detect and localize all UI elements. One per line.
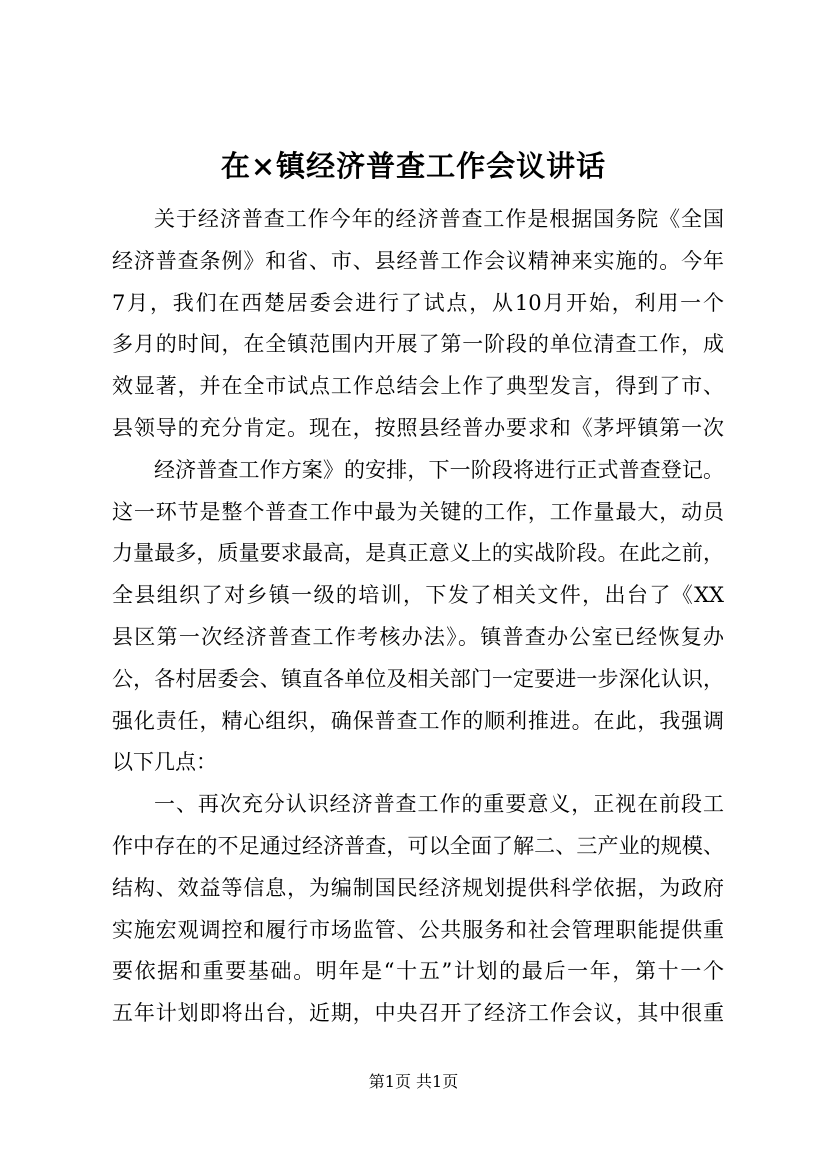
text-line: 多月的时间，在全镇范围内开展了第一阶段的单位清查工作，成 — [112, 332, 724, 357]
text-line: 结构、效益等信息，为编制国民经济规划提供科学依据，为政府 — [112, 875, 724, 900]
text-line: 县区第一次经济普查工作考核办法》。镇普查办公室已经恢复办 — [112, 624, 724, 649]
text-line: 这一环节是整个普查工作中最为关键的工作，工作量最大，动员 — [112, 499, 724, 524]
text-line: 7月，我们在西楚居委会进行了试点，从10月开始，利用一个 — [112, 290, 724, 315]
page-footer: 第1页 共1页 — [368, 1072, 459, 1091]
text-line: 县领导的充分肯定。现在，按照县经普办要求和《茅坪镇第一次 — [112, 415, 724, 440]
text-line: 力量最多，质量要求最高，是真正意义上的实战阶段。在此之前， — [112, 541, 724, 566]
text-line: 五年计划即将出台，近期，中央召开了经济工作会议，其中很重 — [112, 1001, 724, 1026]
text-line: 以下几点： — [112, 750, 217, 775]
text-line: 实施宏观调控和履行市场监管、公共服务和社会管理职能提供重 — [112, 917, 724, 942]
text-line: 公，各村居委会、镇直各单位及相关部门一定要进一步深化认识， — [112, 666, 724, 691]
text-line: 关于经济普查工作今年的经济普查工作是根据国务院《全国 — [154, 207, 724, 231]
text-line: 作中存在的不足通过经济普查，可以全面了解二、三产业的规模、 — [112, 833, 724, 858]
text-line: 效显著，并在全市试点工作总结会上作了典型发言，得到了市、 — [112, 374, 724, 399]
document-body — [112, 199, 724, 1035]
text-line: 经济普查工作方案》的安排，下一阶段将进行正式普查登记。 — [154, 457, 724, 482]
text-line: 经济普查条例》和省、市、县经普工作会议精神来实施的。今年 — [112, 248, 724, 273]
page-title: 在×镇经济普查工作会议讲话 — [220, 149, 607, 183]
text-line: 一、再次充分认识经济普查工作的重要意义，正视在前段工 — [154, 792, 724, 817]
text-line: 要依据和重要基础。明年是“十五”计划的最后一年，第十一个 — [112, 959, 724, 984]
text-line: 全县组织了对乡镇一级的培训，下发了相关文件，出台了《XX — [112, 583, 724, 608]
text-line: 强化责任，精心组织，确保普查工作的顺利推进。在此，我强调 — [112, 708, 724, 733]
